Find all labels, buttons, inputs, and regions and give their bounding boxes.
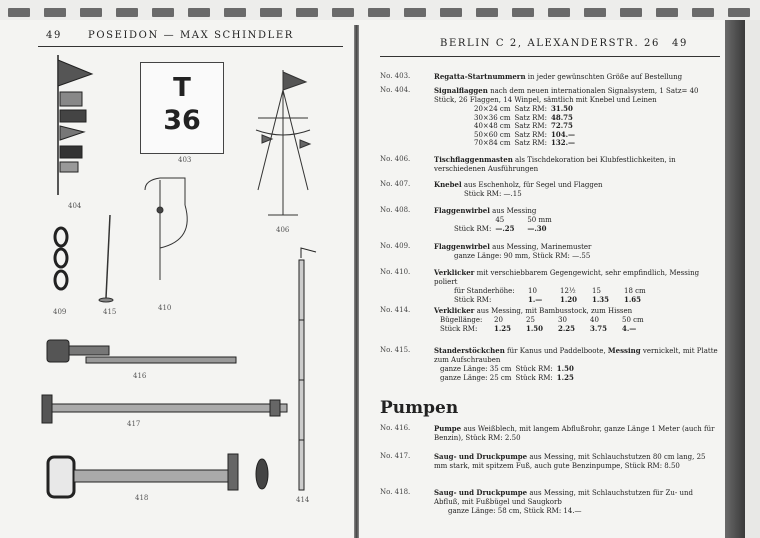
table-row <box>454 287 650 296</box>
binding-ring <box>512 8 534 17</box>
entry-number: No. 418. <box>380 488 411 496</box>
size-cell: 18 cm <box>624 287 646 295</box>
price-cell: 1.50 <box>556 364 574 373</box>
size-cell: 50 cm <box>622 316 644 324</box>
entry-number: No. 409. <box>380 242 411 250</box>
entry-418 <box>380 488 720 518</box>
entry-title: Messing <box>607 346 641 355</box>
table-row <box>440 374 578 383</box>
entry-text: in jeder gewünschten Größe auf Bestellung <box>525 73 683 81</box>
entry-text: nach dem neuen internationalen Signalsystem, 1 Satz= 40 Stück, 26 Flaggen, 14 Winpel, sämtlich mit Knebel und Leinen <box>434 87 699 104</box>
price-table <box>454 216 556 233</box>
figure-label: 410 <box>158 304 172 312</box>
entry-title: Tischflaggenmasten <box>434 155 513 164</box>
size-cell: 30×36 cm <box>474 113 511 122</box>
binding-ring <box>440 8 462 17</box>
entry-number: No. 406. <box>380 155 411 163</box>
price-table <box>474 105 579 148</box>
price-cell: 3.75 <box>590 323 608 333</box>
left-page-title: POSEIDON — MAX SCHINDLER <box>88 30 294 41</box>
label-cell: Satz RM: <box>514 105 547 113</box>
price-cell: 4.— <box>622 323 637 333</box>
left-page-number: 49 <box>46 30 62 41</box>
label-cell: Satz RM: <box>514 113 547 122</box>
label-cell: Satz RM: <box>514 122 547 131</box>
section-title: Pumpen <box>380 398 459 418</box>
binding-ring <box>476 8 498 17</box>
label-cell: Stück RM: <box>440 324 478 333</box>
entry-number: No. 417. <box>380 452 411 460</box>
entry-price-line: ganze Länge: 58 cm, Stück RM: 14.— <box>448 507 582 515</box>
price-cell: 1.— <box>528 294 543 304</box>
size-cell: 10 <box>528 287 537 295</box>
table-row <box>440 316 648 325</box>
signal-flags-illustration <box>58 55 92 195</box>
label-cell: Stück RM: <box>515 373 553 382</box>
table-row <box>454 296 650 305</box>
entry-406 <box>380 155 720 175</box>
table-flag-mast-illustration <box>256 70 310 215</box>
figure-label: 416 <box>133 372 147 380</box>
size-cell: ganze Länge: 35 cm <box>440 365 512 373</box>
entry-title: Flaggenwirbel <box>434 206 490 215</box>
entry-title: Saug- und Druckpumpe <box>434 488 528 497</box>
price-cell: 132.— <box>550 138 576 148</box>
entry-417 <box>380 452 720 482</box>
price-cell: 31.50 <box>550 104 573 113</box>
figure-label: 403 <box>178 156 192 164</box>
entry-price-line: ganze Länge: 90 mm, Stück RM: —.55 <box>454 252 591 260</box>
table-row <box>454 225 556 234</box>
flag-swivel-illustration <box>55 228 67 289</box>
size-cell: 45 <box>495 216 505 224</box>
entry-title: Saug- und Druckpumpe <box>434 452 528 461</box>
entry-number: No. 403. <box>380 72 411 80</box>
size-cell: ganze Länge: 25 cm <box>440 373 512 382</box>
label-cell: Bügellänge: <box>440 316 483 324</box>
table-row <box>440 325 648 334</box>
binding-ring <box>692 8 714 17</box>
label-cell: Satz RM: <box>514 130 547 139</box>
price-table <box>440 365 578 382</box>
entry-number: No. 408. <box>380 206 411 214</box>
entry-text: aus Messing, mit Bambusstock, zum Hissen <box>474 307 633 315</box>
pump-418-illustration <box>48 454 268 497</box>
price-cell: —.30 <box>527 223 547 233</box>
entry-title: Knebel <box>434 180 462 189</box>
price-cell: 1.50 <box>526 323 544 333</box>
binding-ring <box>728 8 750 17</box>
pump-416-illustration <box>47 340 236 363</box>
entry-title: Standerstöckchen <box>434 346 505 355</box>
size-cell: 40×48 cm <box>474 122 511 131</box>
label-cell: Stück RM: <box>454 295 492 304</box>
entry-number: No. 415. <box>380 346 411 354</box>
entry-text: aus Messing, mit Schlauchstutzen 80 cm lang, 25 mm stark, mit spitzem Fuß, auch gute Benzinpumpe, Stück RM: 8.50 <box>434 453 706 470</box>
table-row <box>474 139 579 148</box>
entry-409 <box>380 242 720 262</box>
entry-407 <box>380 180 720 200</box>
entry-number: No. 416. <box>380 424 411 432</box>
price-cell: 72.75 <box>550 121 573 131</box>
size-cell: 40 <box>590 316 599 324</box>
binding-ring <box>548 8 570 17</box>
price-table <box>440 316 648 333</box>
figure-label: 409 <box>53 308 67 316</box>
label-cell: Stück RM: <box>454 224 492 233</box>
figure-label: 417 <box>127 420 141 428</box>
figure-label: 414 <box>296 496 310 504</box>
page-edge <box>745 20 760 538</box>
entry-title: Verklicker <box>434 268 475 277</box>
entry-410 <box>380 268 720 304</box>
binding-ring <box>584 8 606 17</box>
right-page-number: 49 <box>672 38 688 49</box>
entry-title: Verklicker <box>434 306 475 315</box>
price-cell: 48.75 <box>550 112 573 122</box>
pennant-staff-illustration <box>99 215 113 302</box>
entry-number: No. 414. <box>380 306 411 314</box>
entry-title: Flaggenwirbel <box>434 242 490 251</box>
signal-flag-number-sample <box>140 62 224 154</box>
pump-417-illustration <box>42 395 287 423</box>
size-cell: 20 <box>494 316 503 324</box>
entry-price-line: Stück RM: —.15 <box>464 190 522 198</box>
price-cell: 1.35 <box>592 294 610 304</box>
right-page-title: BERLIN C 2, ALEXANDERSTR. 26 <box>440 38 660 49</box>
entry-number: No. 410. <box>380 268 411 276</box>
price-cell: 2.25 <box>558 323 576 333</box>
price-cell: 1.25 <box>494 323 512 333</box>
label-cell: Stück RM: <box>515 365 553 373</box>
binding-ring <box>656 8 678 17</box>
price-cell: 1.20 <box>560 294 578 304</box>
price-cell: 1.65 <box>624 294 642 304</box>
price-cell: 104.— <box>550 129 576 139</box>
entry-403 <box>380 72 720 82</box>
size-cell: 25 <box>526 316 535 324</box>
price-table <box>454 287 650 304</box>
figure-label: 406 <box>276 226 290 234</box>
entry-text: vernickelt, mit Platte zum Aufschrauben <box>434 347 718 364</box>
size-cell: 15 <box>592 287 601 295</box>
entry-408 <box>380 206 720 234</box>
entry-title: Signalflaggen <box>434 86 488 95</box>
entry-text: aus Eschenholz, für Segel und Flaggen <box>461 181 603 189</box>
page-edge-shadow <box>725 20 745 538</box>
entry-text: aus Messing, mit Schlauchstutzen für Zu- und Abfluß, mit Fußbügel und Saugkorb <box>434 489 693 506</box>
size-cell: 70×84 cm <box>474 139 511 148</box>
wind-vane-illustration <box>145 178 187 280</box>
figure-label: 418 <box>135 494 149 502</box>
bamboo-wind-vane-illustration <box>299 248 316 490</box>
signal-flag-letter: T <box>173 73 191 103</box>
binding-ring <box>368 8 390 17</box>
label-cell: Satz RM: <box>514 139 547 148</box>
size-cell: 50 mm <box>527 216 552 224</box>
price-cell: —.25 <box>495 223 515 233</box>
binding-ring <box>620 8 642 17</box>
entry-number: No. 404. <box>380 86 411 94</box>
entry-414 <box>380 306 720 340</box>
signal-flag-number: 36 <box>163 105 201 136</box>
entry-text: als Tischdekoration bei Klubfestlichkeiten, in verschiedenen Ausführungen <box>434 156 676 173</box>
size-cell: 30 <box>558 316 567 324</box>
size-cell: 12½ <box>560 287 576 295</box>
entry-text: aus Messing <box>489 207 537 215</box>
entry-404 <box>380 86 720 148</box>
entry-text: aus Weißblech, mit langem Abflußrohr, ganze Länge 1 Meter (auch für Benzin), Stück RM: 2.50 <box>434 425 715 442</box>
entry-text: mit verschiebbarem Gegengewicht, sehr empfindlich, Messing poliert <box>434 269 700 286</box>
size-cell: 50×60 cm <box>474 130 511 139</box>
label-cell: für Standerhöhe: <box>454 287 515 295</box>
entry-number: No. 407. <box>380 180 411 188</box>
entry-title: Regatta-Startnummern <box>434 72 526 81</box>
entry-416 <box>380 424 720 446</box>
entry-text: aus Messing, Marinemuster <box>489 243 592 251</box>
price-cell: 1.25 <box>556 372 574 382</box>
entry-title: Pumpe <box>434 424 462 433</box>
entry-415 <box>380 346 720 386</box>
right-header-rule <box>380 56 720 57</box>
entry-text: für Kanus und Paddelboote, <box>504 347 608 355</box>
figure-label: 404 <box>68 202 82 210</box>
figure-label: 415 <box>103 308 117 316</box>
size-cell: 20×24 cm <box>474 105 511 113</box>
binding-ring <box>404 8 426 17</box>
